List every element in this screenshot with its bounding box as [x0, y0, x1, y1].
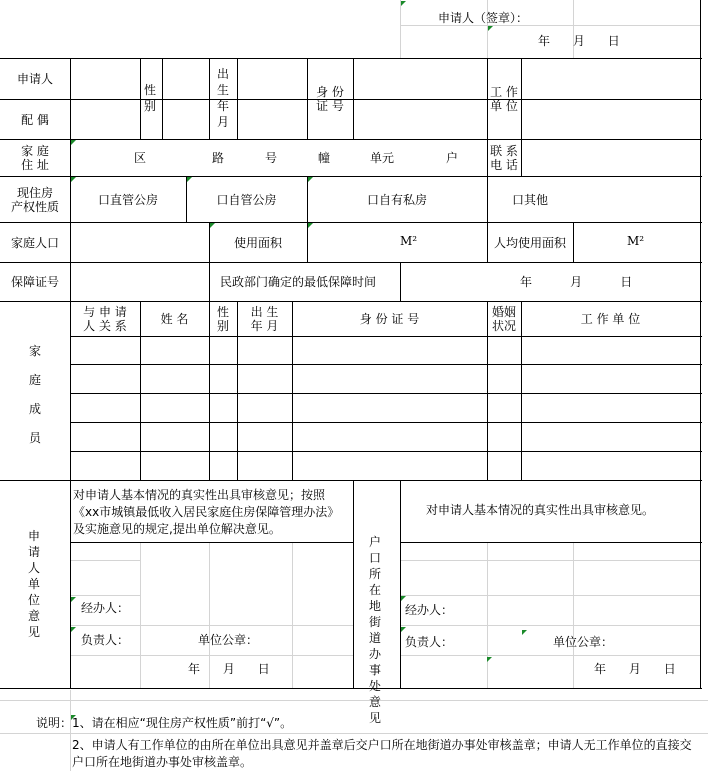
street-opinion-side-label: 户口所在地街道办事处意见	[368, 535, 381, 725]
rule	[0, 480, 702, 481]
unit-handler-label: 经办人：	[81, 601, 130, 615]
rule	[400, 542, 702, 543]
street-seal-label: 单位公章：	[553, 635, 614, 649]
unit-opinion-date: 年 月 日	[188, 662, 270, 676]
cell-mark	[71, 627, 76, 632]
cell-mark	[71, 597, 76, 602]
grid-line	[70, 595, 140, 596]
applicant-signature-label: 申请人（签章）：	[438, 11, 529, 25]
address-building: 幢	[318, 151, 331, 165]
grid-line	[140, 542, 141, 688]
rule	[70, 542, 353, 543]
address-unit: 单元	[370, 151, 395, 165]
unit-opinion-side-label: 申请人单位意见	[27, 529, 40, 639]
cell-mark	[522, 630, 527, 635]
phone-label: 联 系 电 话	[490, 144, 518, 172]
family-population-label: 家庭人口	[10, 235, 59, 250]
spouse-name-input[interactable]	[70, 100, 140, 139]
rule	[0, 688, 702, 689]
rule	[353, 480, 354, 688]
grid-line	[400, 25, 700, 26]
property-option-private[interactable]: 口自有私房	[366, 192, 427, 207]
notes-label: 说明：	[36, 716, 73, 730]
unit-seal-label: 单位公章：	[198, 633, 259, 647]
applicant-name-input[interactable]	[70, 59, 140, 99]
cell-mark	[308, 223, 313, 228]
grid-line	[400, 595, 700, 596]
col-work-unit: 工 作 单 位	[580, 312, 641, 326]
unit-opinion-instructions: 对申请人基本情况的真实性出具审核意见；按照《xx市城镇最低收入居民家庭住房保障管理办法》及实施意见的规定,提出单位解决意见。	[73, 488, 340, 536]
property-option-other[interactable]: 口其他	[511, 192, 548, 207]
cell-mark	[71, 140, 76, 145]
members-side-char: 庭	[28, 372, 41, 387]
spouse-label: 配 偶	[21, 112, 49, 127]
rule	[0, 139, 702, 140]
id-number-label: 身 份 证 号	[316, 85, 344, 113]
grid-line	[70, 560, 140, 561]
note-item: 1、请在相应“现住房产权性质”前打“√”。	[72, 716, 293, 730]
gender-label: 性别	[143, 83, 156, 113]
grid-line	[400, 0, 401, 58]
rule	[70, 58, 71, 688]
rule	[307, 222, 308, 262]
address-label: 家 庭 住 址	[21, 144, 49, 172]
grid-line	[400, 625, 700, 626]
security-cert-label: 保障证号	[10, 275, 59, 289]
grid-line	[70, 625, 353, 626]
col-relation: 与 申 请 人 关 系	[83, 305, 127, 333]
grid-line	[0, 700, 708, 701]
property-option-self-public[interactable]: 口自管公房	[216, 192, 277, 207]
address-district: 区	[134, 151, 147, 165]
cell-mark	[401, 1, 406, 6]
col-gender: 性 别	[216, 305, 229, 333]
col-marriage: 婚姻 状况	[491, 305, 516, 333]
rule	[140, 58, 141, 139]
members-side-char: 成	[28, 401, 41, 416]
col-name: 姓 名	[160, 312, 189, 326]
cell-mark	[401, 627, 406, 632]
per-capita-area-unit: M²	[627, 234, 645, 248]
rule	[209, 262, 210, 301]
rule	[70, 393, 702, 394]
min-guarantee-time-label: 民政部门确定的最低保障时间	[220, 275, 377, 289]
street-handler-label: 经办人：	[405, 603, 454, 617]
grid-line	[573, 0, 574, 58]
address-number: 号	[265, 151, 278, 165]
per-capita-area-label: 人均使用面积	[493, 235, 566, 250]
grid-line	[70, 655, 353, 656]
grid-line	[292, 542, 293, 688]
rule	[70, 364, 702, 365]
grid-line	[70, 690, 71, 771]
rule	[162, 58, 163, 139]
address-household: 户	[446, 151, 459, 165]
rule	[0, 222, 702, 223]
grid-line	[400, 560, 700, 561]
rule	[521, 58, 522, 176]
cell-mark	[487, 657, 492, 662]
rule	[70, 336, 702, 337]
street-opinion-date: 年 月 日	[594, 662, 676, 676]
unit-leader-label: 负责人：	[81, 633, 130, 647]
street-opinion-instructions: 对申请人基本情况的真实性出具审核意见。	[426, 503, 655, 517]
grid-line	[487, 542, 488, 688]
members-side-char: 员	[28, 430, 41, 445]
birth-label: 出生年月	[216, 67, 229, 129]
usable-area-label: 使用面积	[233, 235, 282, 250]
work-unit-label: 工 作 单 位	[490, 85, 518, 113]
col-id-number: 身 份 证 号	[359, 312, 420, 326]
rule	[400, 262, 401, 301]
col-birth: 出 生 年 月	[250, 305, 279, 333]
rule	[700, 0, 701, 688]
grid-line	[0, 733, 708, 734]
applicant-label: 申请人	[16, 72, 53, 86]
rule	[209, 58, 210, 139]
rule	[400, 480, 401, 688]
rule	[573, 222, 574, 262]
cell-mark	[401, 596, 406, 601]
rule	[353, 58, 354, 139]
usable-area-unit: M²	[400, 234, 418, 248]
grid-line	[400, 655, 700, 656]
property-type-label: 现住房 产权性质	[10, 185, 59, 214]
min-guarantee-date: 年 月 日	[520, 275, 633, 289]
note-item: 2、申请人有工作单位的由所在单位出具意见并盖章后交户口所在地街道办事处审核盖章；申请人无工作单位的直接交户口所在地街道办事处审核盖章。	[72, 738, 692, 769]
property-option-direct-public[interactable]: 口直管公房	[97, 192, 158, 207]
members-side-char: 家	[28, 343, 41, 358]
rule	[70, 451, 702, 452]
rule	[0, 262, 702, 263]
street-leader-label: 负责人：	[405, 635, 454, 649]
address-road: 路	[212, 151, 225, 165]
rule	[70, 422, 702, 423]
header-date: 年 月 日	[538, 34, 620, 48]
cell-mark	[488, 26, 493, 31]
rule	[237, 58, 238, 139]
grid-line	[573, 542, 574, 688]
